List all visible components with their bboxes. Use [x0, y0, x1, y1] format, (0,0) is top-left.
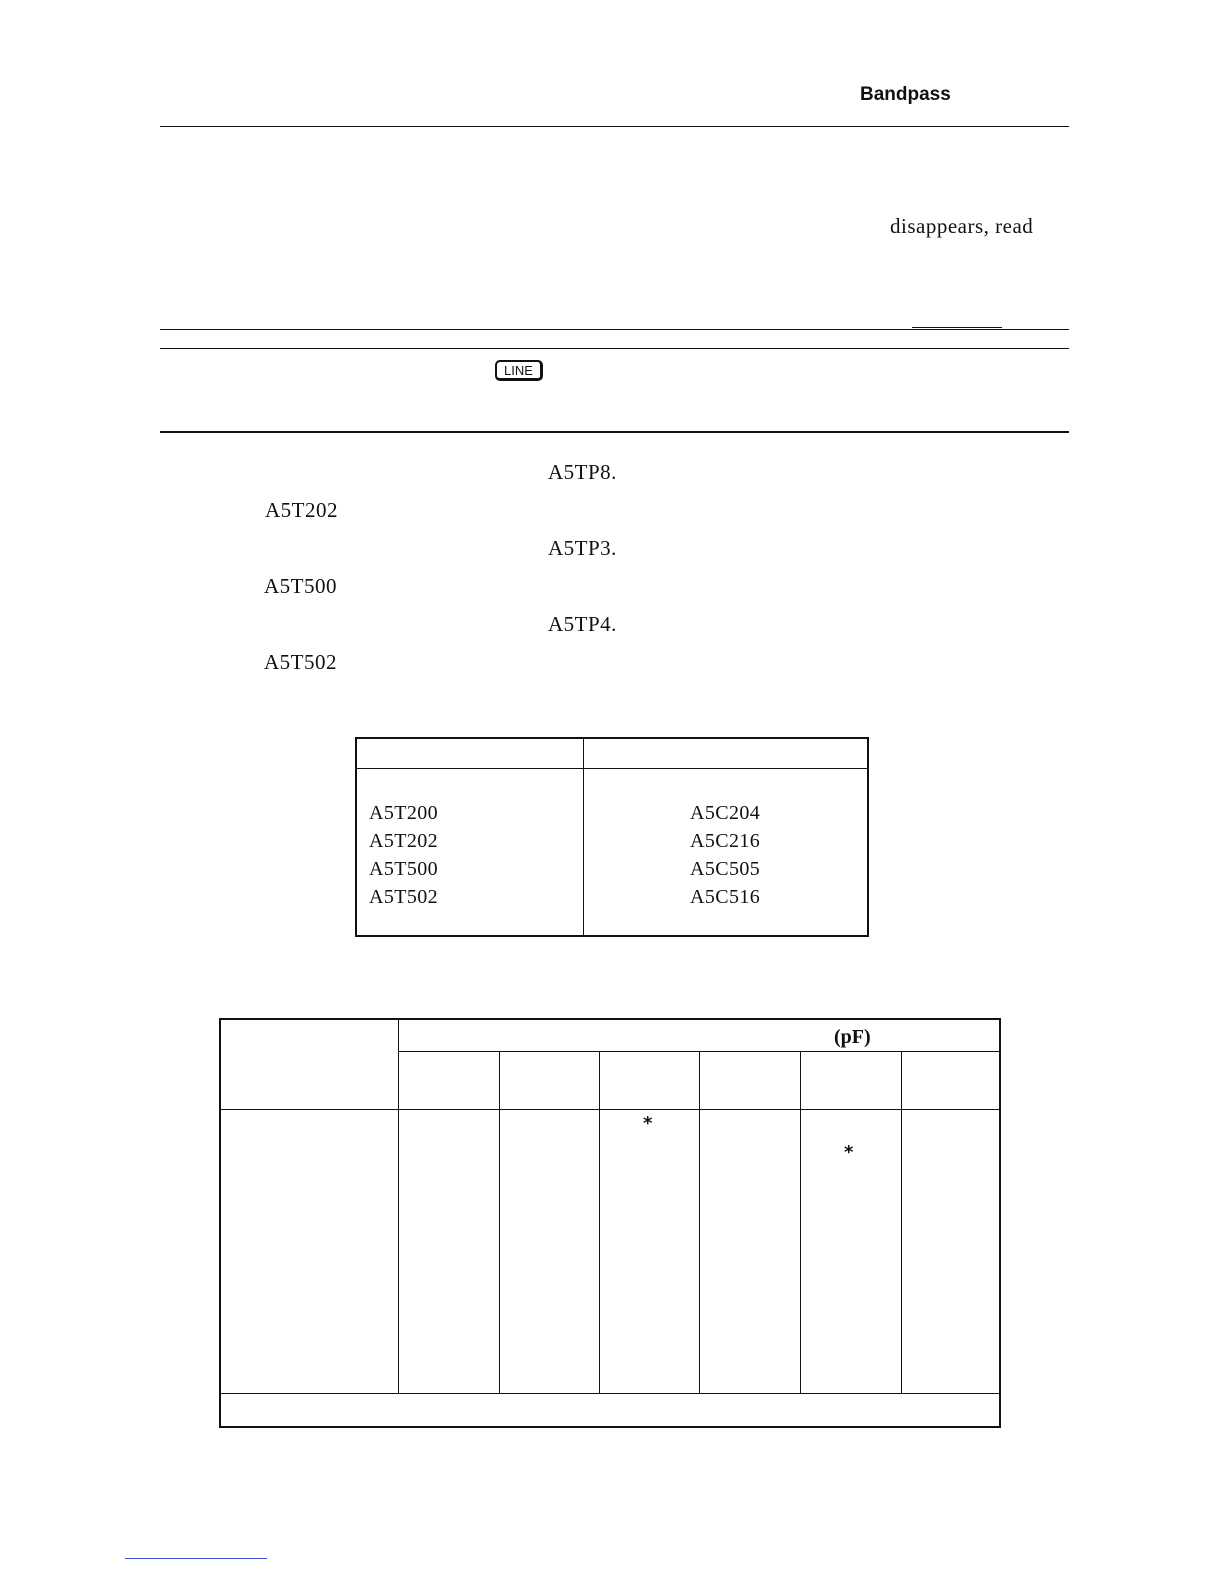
table2-column-divider: [599, 1051, 600, 1394]
table2-marker: *: [643, 1113, 653, 1134]
table2-unit-label: (pF): [834, 1026, 871, 1048]
step-text-a5tp3: A5TP3.: [548, 536, 617, 560]
step-text-a5t502: A5T502: [264, 650, 337, 674]
table1-capacitor-cell: A5C505: [690, 858, 761, 880]
table1-capacitor-cell: A5C516: [690, 886, 761, 908]
table2-column-divider: [499, 1051, 500, 1394]
table2-column-divider: [699, 1051, 700, 1394]
table1-transformer-cell: A5T502: [369, 886, 439, 908]
table2-subheader-divider: [221, 1109, 999, 1110]
table2-divider-label-column: [398, 1020, 399, 1394]
capacitance-table: [219, 1018, 1001, 1428]
section-rule-second: [160, 348, 1069, 349]
text-disappears-read: disappears, read: [890, 214, 1034, 238]
table1-header-divider: [357, 768, 867, 769]
step-text-a5tp4: A5TP4.: [548, 612, 617, 636]
table1-transformer-cell: A5T500: [369, 858, 439, 880]
table1-capacitor-cell: A5C216: [690, 830, 761, 852]
table2-column-divider: [901, 1051, 902, 1394]
section-rule-bottom: [160, 431, 1069, 433]
footer-rule: [125, 1558, 267, 1559]
line-key-icon: LINE: [495, 360, 543, 381]
section-rule-top: [160, 329, 1069, 330]
table2-column-divider: [800, 1051, 801, 1394]
table1-transformer-cell: A5T200: [369, 802, 439, 824]
header-rule: [160, 126, 1069, 127]
page-header-title: Bandpass: [860, 84, 951, 105]
table1-capacitor-cell: A5C204: [690, 802, 761, 824]
step-text-a5t500: A5T500: [264, 574, 337, 598]
step-text-a5t202: A5T202: [265, 498, 338, 522]
table1-transformer-cell: A5T202: [369, 830, 439, 852]
step-text-a5tp8: A5TP8.: [548, 460, 617, 484]
table2-footer-divider: [221, 1393, 999, 1394]
table2-marker: *: [844, 1142, 854, 1163]
short-underline: [912, 327, 1002, 328]
